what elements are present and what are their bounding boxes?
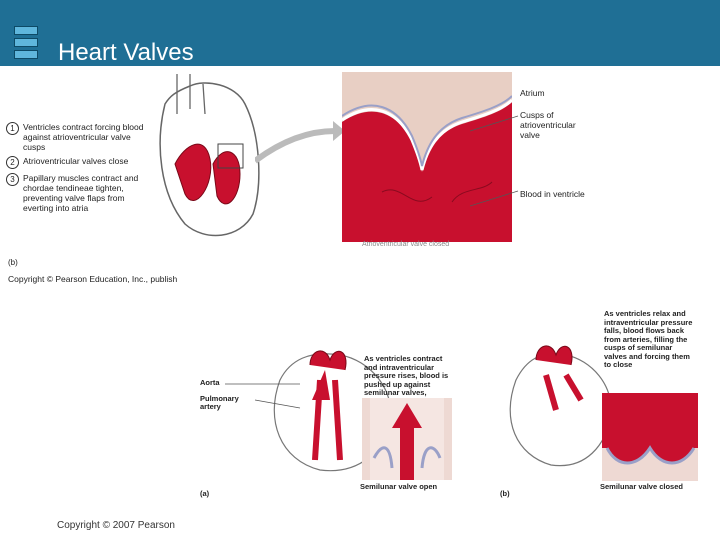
label-pulmonary: Pulmonary artery [200,394,239,411]
step-item: 2 Atrioventricular valves close [6,156,146,169]
callout-atrium: Atrium [520,88,545,98]
caption-partial: Atrioventricular valve closed [362,241,450,248]
footer-copyright: Copyright © 2007 Pearson [57,520,175,531]
panel-b-label: (b) [500,489,510,498]
panel-b-caption: Semilunar valve closed [600,482,683,491]
step-item: 3 Papillary muscles contract and chordae tendineae tighten, preventing valve flaps from everting into atria [6,173,146,213]
panel-b-text: As ventricles relax and intraventricular pressure falls, blood flows back from arteries, filling the cusps of semilunar valves and forcing them to close [604,309,693,369]
copyright-top: Copyright © Pearson Education, Inc., publish [8,274,178,284]
semilunar-valve-open [362,398,452,480]
logo-icon [14,26,40,64]
top-figure [0,66,588,284]
panel-a-label: (a) [200,489,210,498]
callout-lines-a [225,380,305,420]
heart-illustration [145,74,265,244]
label-aorta: Aorta [200,378,220,387]
panel-a-caption: Semilunar valve open [360,482,438,491]
panel-a-text: As ventricles contract and intraventricular pressure rises, blood is pushed up against semilunar valves, [364,354,449,397]
zoom-arrow-icon [255,116,345,166]
steps-list [6,122,146,217]
figure-label: (b) [8,258,18,267]
slide-title: Heart Valves [58,39,194,66]
callout-blood: Blood in ventricle [520,189,585,199]
callout-cusps: Cusps of atrioventricular valve [520,110,576,140]
heart-illustration-b [496,340,616,470]
step-item: 1 Ventricles contract forcing blood against atrioventricular valve cusps [6,122,146,152]
callout-lines [470,86,540,226]
semilunar-valve-closed [602,393,698,481]
